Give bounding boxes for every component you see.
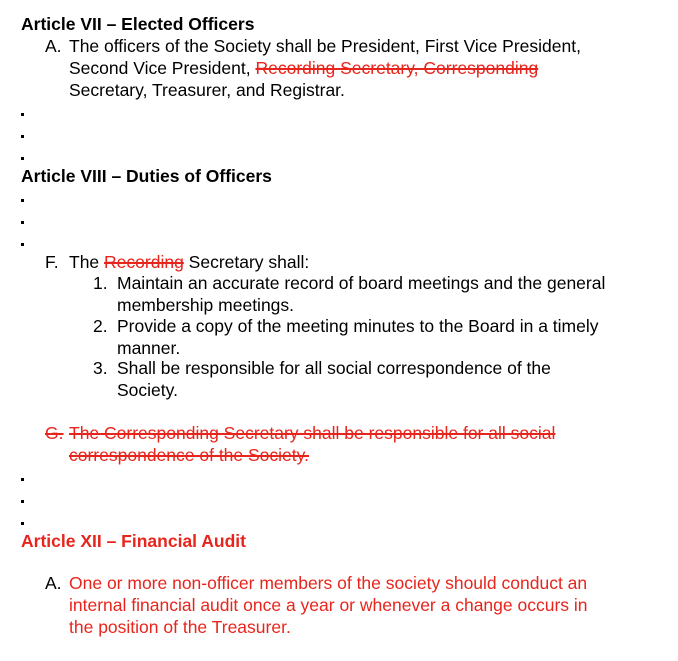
list-item-number: 3. bbox=[93, 358, 108, 378]
ellipsis-dot bbox=[21, 199, 24, 202]
list-item-line-2: Society. bbox=[117, 380, 178, 400]
article-vii-a-line-2-text: Second Vice President, bbox=[69, 58, 256, 78]
deleted-g-line-1: The Corresponding Secretary shall be responsible for all social bbox=[69, 423, 556, 443]
list-item-line-2: membership meetings. bbox=[117, 295, 295, 315]
list-item-line-1: Maintain an accurate record of board meetings and the general bbox=[117, 273, 606, 293]
article-xii-a-marker: A. bbox=[45, 573, 62, 593]
list-item-number: 1. bbox=[93, 273, 108, 293]
ellipsis-dot bbox=[21, 500, 24, 503]
ellipsis-dot bbox=[21, 157, 24, 160]
article-xii-a-line-2: internal financial audit once a year or whenever a change occurs in bbox=[69, 595, 588, 615]
article-viii-heading: Article VIII – Duties of Officers bbox=[21, 166, 272, 186]
article-viii-f-line bbox=[69, 251, 309, 273]
article-viii-f-marker: F. bbox=[45, 252, 59, 272]
ellipsis-dot bbox=[21, 243, 24, 246]
article-vii-a-marker: A. bbox=[45, 36, 62, 56]
ellipsis-dot bbox=[21, 113, 24, 116]
article-vii-a-line-2 bbox=[69, 57, 538, 79]
ellipsis-dot bbox=[21, 478, 24, 481]
deleted-text: Recording Secretary, Corresponding bbox=[255, 58, 539, 78]
ellipsis-dot bbox=[21, 221, 24, 224]
deleted-text: Recording bbox=[104, 252, 184, 272]
list-item-line-2: manner. bbox=[117, 338, 181, 358]
article-viii-f-text-pre: The bbox=[69, 252, 105, 272]
list-item-line-1: Provide a copy of the meeting minutes to the Board in a timely bbox=[117, 316, 599, 336]
article-xii-a-line-1: One or more non-officer members of the society should conduct an bbox=[69, 573, 588, 593]
article-vii-a-line-1: The officers of the Society shall be President, First Vice President, bbox=[69, 36, 581, 56]
article-xii-heading: Article XII – Financial Audit bbox=[21, 531, 246, 551]
ellipsis-dot bbox=[21, 135, 24, 138]
deleted-g-marker: G. bbox=[45, 423, 64, 443]
deleted-g-line-2: correspondence of the Society. bbox=[69, 445, 309, 465]
list-item-line-1: Shall be responsible for all social correspondence of the bbox=[117, 358, 551, 378]
article-vii-a-line-3: Secretary, Treasurer, and Registrar. bbox=[69, 80, 345, 100]
article-xii-a-line-3: the position of the Treasurer. bbox=[69, 617, 291, 637]
ellipsis-dot bbox=[21, 522, 24, 525]
list-item-number: 2. bbox=[93, 316, 108, 336]
article-vii-heading: Article VII – Elected Officers bbox=[21, 14, 255, 34]
article-viii-f-text-post: Secretary shall: bbox=[183, 252, 310, 272]
